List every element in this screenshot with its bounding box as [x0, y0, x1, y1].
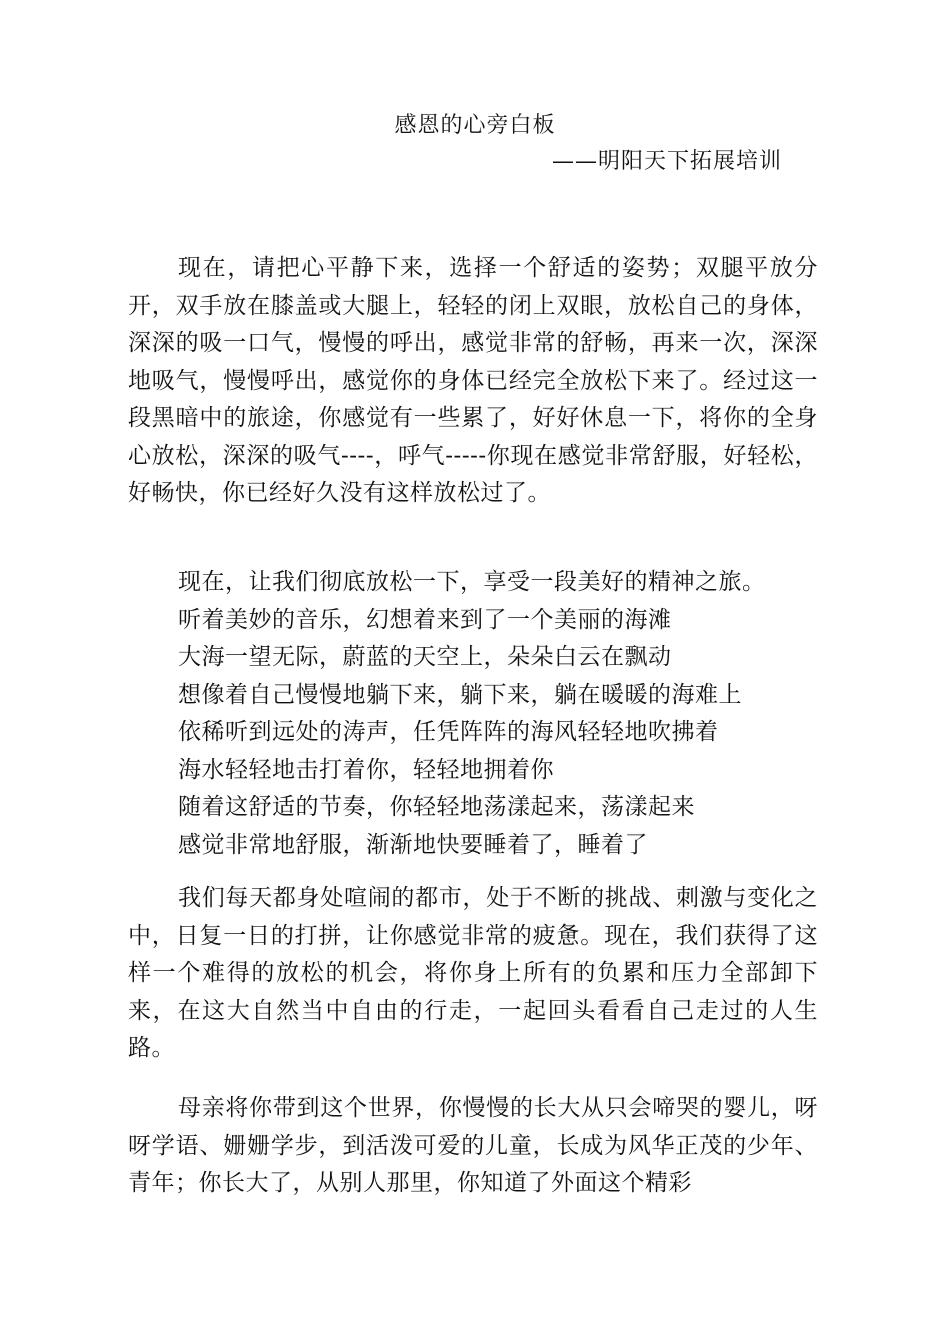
- narration-line: 听着美妙的音乐，幻想着来到了一个美丽的海滩: [178, 606, 672, 633]
- narration-line: 大海一望无际，蔚蓝的天空上，朵朵白云在飘动: [178, 644, 672, 670]
- narration-line: 随着这舒适的节奏，你轻轻地荡漾起来，荡漾起来: [178, 794, 695, 820]
- narration-line: 海水轻轻地击打着你，轻轻地拥着你: [178, 756, 554, 783]
- narration-line: 感觉非常地舒服，渐渐地快要睡着了，睡着了: [178, 831, 648, 858]
- document-subtitle: ——明阳天下拓展培训: [552, 149, 783, 174]
- narration-line: 现在，让我们彻底放松一下，享受一段美好的精神之旅。: [178, 569, 766, 595]
- narration-line: 想像着自己慢慢地躺下来，躺下来，躺在暖暖的海难上: [178, 681, 742, 708]
- paragraph-mother: 母亲将你带到这个世界，你慢慢的长大从只会啼哭的婴儿，呀呀学语、姗姗学步，到活泼可爱的儿童，长成为风华正茂的少年、青年；你长大了，从别人那里，你知道了外面这个精彩: [128, 1095, 818, 1196]
- document-title: 感恩的心旁白板: [394, 113, 556, 138]
- narration-line: 依稀听到远处的涛声，任凭阵阵的海风轻轻地吹拂着: [178, 719, 719, 745]
- paragraph-relaxation-intro: 现在，请把心平静下来，选择一个舒适的姿势；双腿平放分开，双手放在膝盖或大腿上，轻轻的闭上双眼，放松自己的身体，深深的吸一口气，慢慢的呼出，感觉非常的舒畅，再来一次，深深地吸气，慢慢呼出，感觉你的身体已经完全放松下来了。经过这一段黑暗中的旅途，你感觉有一些累了，好好休息一下，将你的全身心放松，深深的吸气----，呼气-----你现在感觉非常舒服，好轻松，好畅快，你已经好久没有这样放松过了。: [128, 255, 818, 506]
- narration-lines: [178, 564, 766, 864]
- paragraph-city-life: 我们每天都身处喧闹的都市，处于不断的挑战、刺激与变化之中，日复一日的打拼，让你感觉非常的疲惫。现在，我们获得了这样一个难得的放松的机会，将你身上所有的负累和压力全部卸下来，在这大自然当中自由的行走，一起回头看看自己走过的人生路。: [128, 885, 818, 1061]
